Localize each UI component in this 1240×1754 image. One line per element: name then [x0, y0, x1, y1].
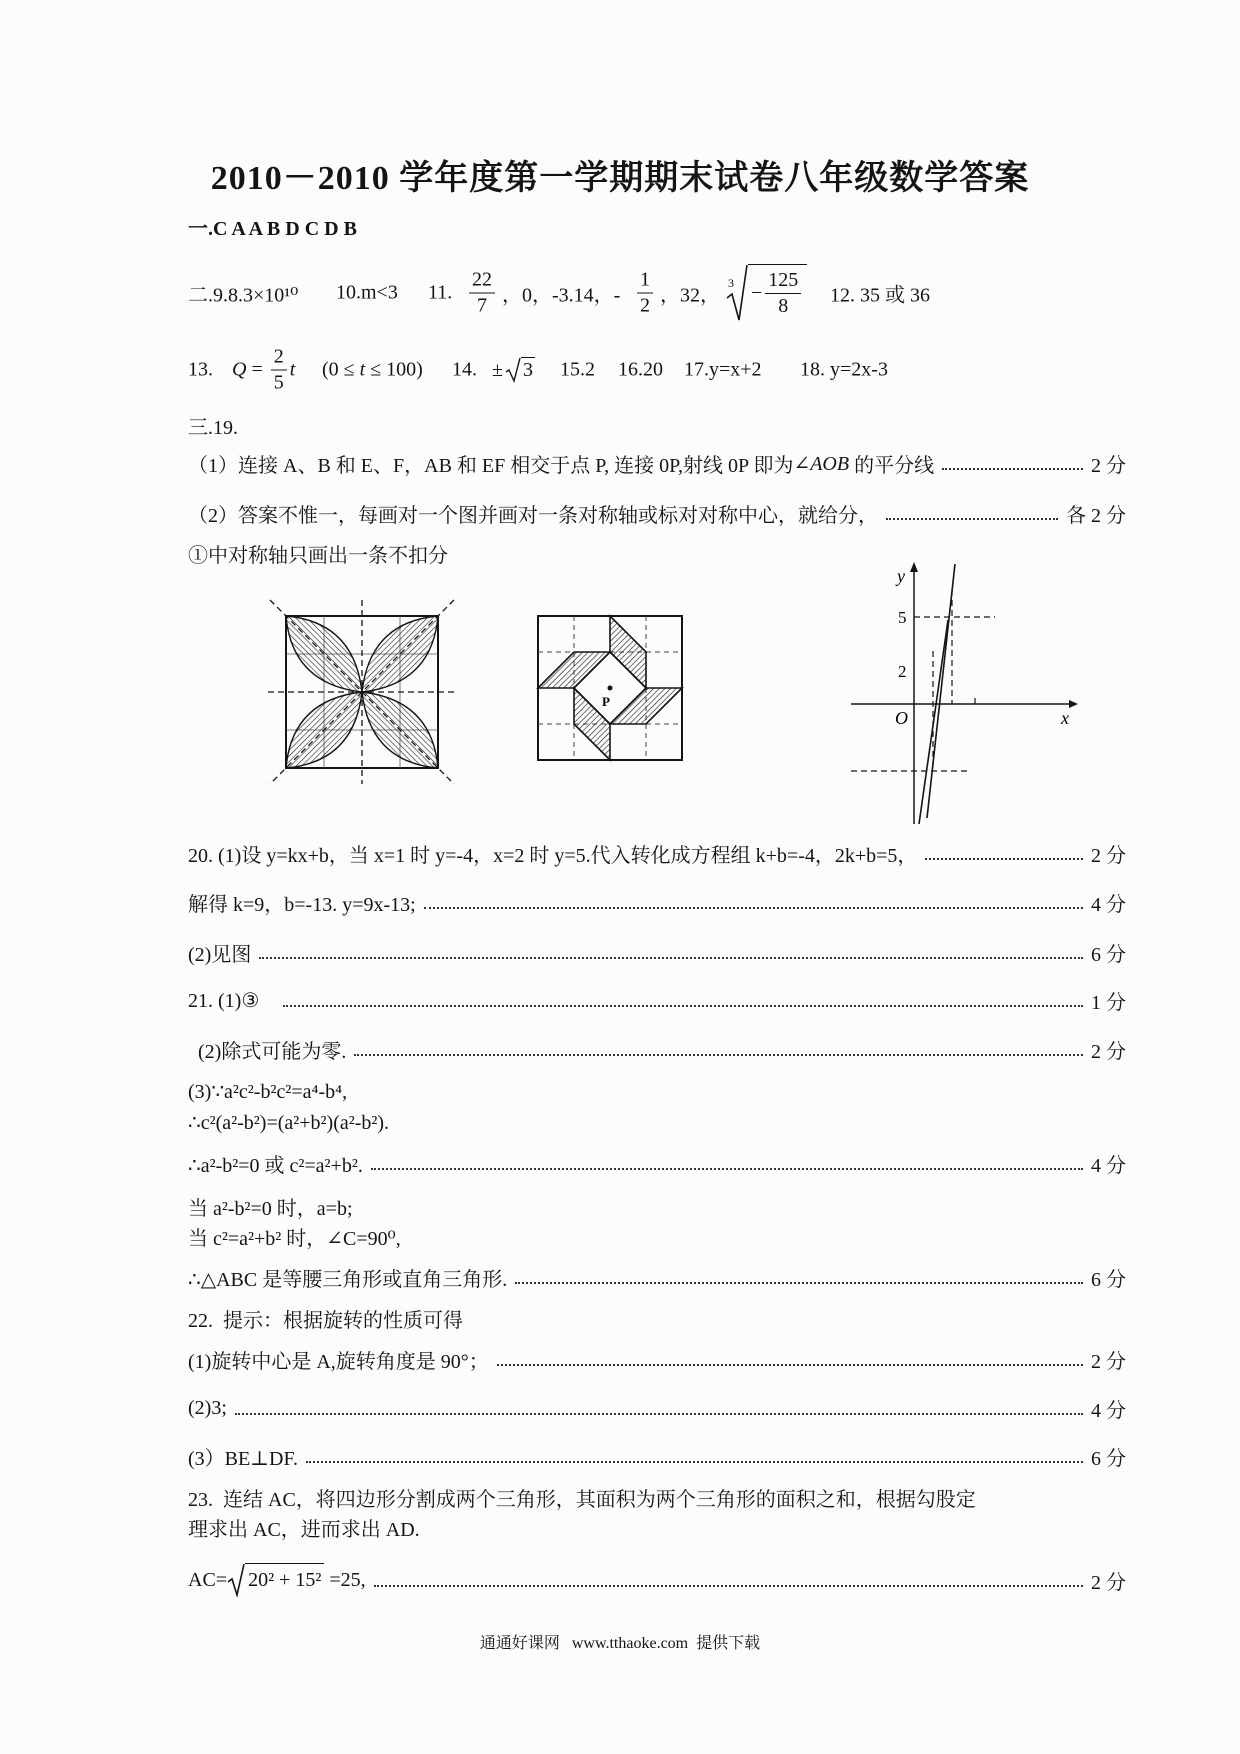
radical-sign-icon — [227, 1563, 245, 1597]
q22-line-3-text: (3）BE⊥DF. — [188, 1447, 298, 1470]
domain-variable: t — [359, 358, 366, 381]
q22-line-2 — [188, 1394, 1126, 1422]
figure-petal-square — [262, 596, 462, 788]
score: 6 分 — [1091, 1447, 1126, 1470]
score: 4 分 — [1091, 1154, 1126, 1177]
q23-radicand: 20² + 15² — [245, 1563, 324, 1597]
dot-leader — [259, 957, 1083, 959]
score: 6 分 — [1091, 1268, 1126, 1291]
q21-line-8 — [188, 1263, 1126, 1291]
y-axis-arrow-icon — [910, 562, 918, 572]
square-root-expression — [227, 1563, 324, 1597]
radical-sign-icon — [505, 357, 521, 383]
q19-part-2-text: （2）答案不惟一，每画对一个图并画对一条对称轴或标对对称中心，就给分， — [188, 504, 878, 527]
score: 1 分 — [1091, 991, 1126, 1014]
figure-line-graph — [845, 560, 1080, 830]
section-1-text: 一.C A A B D C D B — [188, 217, 357, 240]
q19-part-1 — [188, 449, 1126, 477]
x-axis-label: x — [1061, 708, 1069, 728]
score: 各 2 分 — [1066, 504, 1126, 527]
q23-line-2 — [188, 1513, 1126, 1541]
q21-line-7 — [188, 1222, 1126, 1250]
dot-leader — [371, 1168, 1083, 1170]
domain-open: (0 ≤ — [322, 358, 360, 381]
origin-label: O — [895, 708, 908, 728]
score: 2 分 — [1091, 1350, 1126, 1373]
dot-leader — [424, 907, 1083, 909]
q19-note-text: ①中对称轴只画出一条不扣分 — [188, 544, 448, 567]
q14-answer — [492, 357, 535, 383]
dot-leader — [235, 1413, 1083, 1415]
q11-middle: ，0，-3.14，- — [502, 284, 621, 307]
q11-label: 11. — [428, 281, 453, 304]
q21-line-4 — [188, 1108, 1126, 1136]
dot-leader — [515, 1282, 1083, 1284]
q22-line-1 — [188, 1345, 1126, 1373]
q21-line-6 — [188, 1192, 1126, 1220]
fraction-denominator: 8 — [778, 295, 789, 317]
q22-intro-text: 22. 提示：根据旋转的性质可得 — [188, 1309, 463, 1332]
q23-ac-result: =25, — [324, 1568, 366, 1591]
q13-label: 13. — [188, 358, 213, 381]
q21-line-5-text: ∴a²-b²=0 或 c²=a²+b². — [188, 1154, 363, 1177]
q19-part-2 — [188, 499, 1126, 527]
fraction-denominator: 7 — [477, 294, 487, 317]
q22-intro — [188, 1304, 1126, 1332]
q12-answer: 12. 35 或 36 — [830, 284, 930, 307]
section-1-answers — [188, 212, 1126, 240]
q20-line-1-text: 20. (1)设 y=kx+b，当 x=1 时 y=-4，x=2 时 y=5.代入转化成方程组 k+b=-4，2k+b=5， — [188, 844, 918, 867]
cube-root-expression — [726, 264, 807, 322]
q10-answer: 10.m<3 — [336, 281, 398, 304]
q21-line-5 — [188, 1149, 1126, 1177]
q14-label: 14. — [452, 358, 477, 381]
q21-line-1 — [188, 986, 1126, 1014]
q21-line-4-text: ∴c²(a²-b²)=(a²+b²)(a²-b²). — [188, 1111, 390, 1134]
q19-part-1-text: （1）连接 A、B 和 E、F，AB 和 EF 相交于点 P, 连接 0P,射线 0P 即为 — [188, 454, 794, 477]
q14-radicand: 3 — [522, 359, 533, 381]
y-tick-label: 5 — [898, 608, 907, 627]
section-2-line-2 — [0, 340, 1240, 400]
score: 2 分 — [1091, 454, 1126, 477]
score: 2 分 — [1091, 844, 1126, 867]
q21-line-3 — [188, 1077, 1126, 1105]
q21-line-6-text: 当 a²-b²=0 时，a=b; — [188, 1197, 353, 1220]
fraction-numerator: 1 — [637, 268, 653, 294]
plus-minus: ± — [492, 358, 503, 381]
root-sign: − — [751, 282, 763, 304]
fraction-denominator: 5 — [273, 371, 284, 394]
q20-line-3 — [188, 938, 1126, 966]
q22-line-2-text: (2)3; — [188, 1396, 227, 1419]
q20-line-2 — [188, 888, 1126, 916]
dot-leader — [306, 1461, 1083, 1463]
graph-line-a — [927, 564, 955, 818]
y-tick-label: 2 — [898, 662, 907, 681]
q21-line-2 — [198, 1035, 1126, 1063]
q20-line-3-text: (2)见图 — [188, 943, 252, 966]
fraction-numerator: 2 — [271, 345, 287, 371]
root-index: 3 — [728, 276, 734, 290]
graph-line-b — [919, 620, 948, 824]
q21-line-1-text: 21. (1)③ — [188, 989, 260, 1012]
q21-line-3-text: (3)∵a²c²-b²c²=a⁴-b⁴, — [188, 1080, 348, 1103]
score: 2 分 — [1091, 1040, 1126, 1063]
figure-pinwheel-square — [530, 608, 690, 768]
radical-sign-icon — [726, 264, 748, 322]
dot-leader — [886, 518, 1058, 520]
q13-domain — [322, 359, 423, 382]
score: 4 分 — [1091, 1399, 1126, 1422]
score: 2 分 — [1091, 1571, 1126, 1594]
q23-line-3 — [188, 1558, 1126, 1602]
q17-answer: 17.y=x+2 — [684, 358, 762, 381]
page-footer: 通通好课网 www.tthaoke.com 提供下载 — [479, 1635, 761, 1652]
fraction-1-2 — [634, 268, 656, 319]
dot-leader — [354, 1054, 1083, 1056]
dot-leader — [374, 1585, 1083, 1587]
center-point-label: P — [602, 694, 610, 709]
dot-leader — [942, 468, 1083, 470]
page-title: 2010－2010 学年度第一学期期末试卷八年级数学答案 — [210, 160, 1030, 197]
section-3-label: 三.19. — [188, 416, 238, 439]
q22-line-1-text: (1)旋转中心是 A,旋转角度是 90°； — [188, 1350, 489, 1373]
q13-equals: = — [246, 358, 268, 381]
q23-line-1 — [188, 1483, 1126, 1511]
q16-answer: 16.20 — [618, 358, 663, 381]
q23-ac-prefix: AC= — [188, 1568, 228, 1591]
domain-close: ≤ 100) — [365, 358, 423, 381]
q18-answer: 18. y=2x-3 — [800, 358, 888, 381]
q21-line-8-text: ∴△ABC 是等腰三角形或直角三角形. — [188, 1268, 508, 1291]
dot-leader — [497, 1364, 1083, 1366]
q9-answer: 二.9.8.3×10¹⁰ — [188, 284, 299, 307]
q13-formula — [232, 345, 295, 396]
q19-part-1-after: 的平分线 — [849, 454, 935, 477]
score: 6 分 — [1091, 943, 1126, 966]
q20-line-2-text: 解得 k=9，b=-13. y=9x-13; — [188, 893, 416, 916]
section-2-line-1 — [0, 263, 1240, 323]
fraction-22-7 — [466, 268, 498, 319]
dot-leader — [283, 1005, 1083, 1007]
q21-line-2-text: (2)除式可能为零. — [198, 1040, 347, 1063]
q15-answer: 15.2 — [560, 358, 595, 381]
q20-line-1 — [188, 839, 1126, 867]
q21-line-7-text: 当 c²=a²+b² 时，∠C=90⁰, — [188, 1227, 401, 1250]
q13-t: t — [289, 358, 296, 381]
q22-line-3 — [188, 1442, 1126, 1470]
q23-line-1-text: 23. 连结 AC，将四边形分割成两个三角形，其面积为两个三角形的面积之和，根据勾股定 — [188, 1488, 976, 1511]
fraction-denominator: 2 — [640, 294, 650, 317]
fraction-numerator: 22 — [469, 268, 495, 294]
y-axis-label: y — [897, 566, 905, 586]
x-axis-arrow-icon — [1069, 700, 1078, 708]
q11-after: ，32， — [660, 284, 720, 307]
q19-angle: ∠AOB — [793, 452, 850, 475]
dot-leader — [925, 858, 1083, 860]
q23-line-2-text: 理求出 AC，进而求出 AD. — [188, 1518, 420, 1541]
q13-variable: Q — [232, 358, 247, 381]
section-3-heading — [188, 411, 1126, 439]
fraction-numerator: 125 — [765, 268, 801, 294]
score: 4 分 — [1091, 893, 1126, 916]
